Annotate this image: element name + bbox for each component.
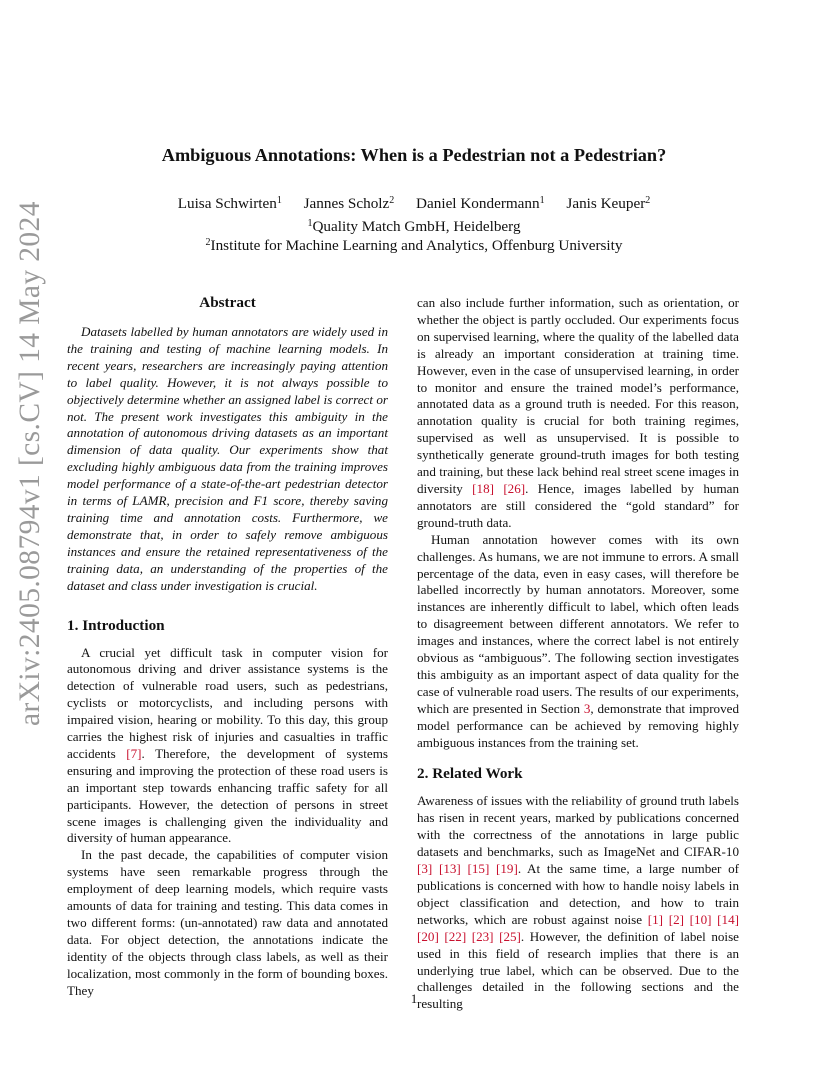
section-heading-related-work: 2. Related Work (417, 765, 523, 783)
citation-link[interactable]: [7] (126, 745, 142, 761)
affiliation: $^2$Institute for Machine Learning and Analytics, Offenburg University (205, 237, 623, 254)
author: Janis Keuper$^2$ (566, 195, 651, 212)
citation-link[interactable]: [25] (499, 928, 521, 944)
citation-link[interactable]: [18] (472, 480, 494, 496)
left-column (67, 294, 388, 1000)
arxiv-identifier: arXiv:2405.08794v1 [cs.CV] 14 May 2024 (14, 201, 46, 726)
author-list (0, 195, 828, 213)
citation-link[interactable]: [14] (717, 911, 739, 927)
citation-link[interactable]: [26] (503, 480, 526, 496)
citation-link[interactable]: [1] (647, 911, 664, 927)
author: Luisa Schwirten$^1$ (177, 195, 282, 212)
paragraph: Human annotation however comes with its own challenges. As humans, we are not immune to errors. A small percentage of the data, even in easy cases, will therefore be labelled incorrectly by human annotators. Moreover, some instances are inherently difficult to label, which often leads to disagreement between different annotators. We refer to images and instances, where the correct label is not entirely obvious as “ambiguous”. The following section investigates this ambiguity as an important aspect of data quality for the case of vulnerable road users. The results of our experiments, which are presented in Section 3, demonstrate that improved model performance can be achieved by removing highly ambiguous instances from the training set. (417, 531, 740, 750)
citation-link[interactable]: [10] (689, 911, 712, 927)
citation-link[interactable]: [22] (444, 928, 467, 944)
citation-link[interactable]: [15] (467, 861, 490, 877)
paper-title: Ambiguous Annotations: When is a Pedestrian not a Pedestrian? (161, 145, 667, 165)
section-link[interactable]: 3 (583, 700, 591, 716)
citation-link[interactable]: [13] (438, 861, 461, 877)
abstract-text: Datasets labelled by human annotators are widely used in the training and testing of machine learning models. In recent years, researchers are increasingly paying attention to label quality. However, it is not always possible to objectively determine whether an assigned label is correct or not. The present work investigates this ambiguity in the annotation of autonomous driving datasets as an important dimension of data quality. Our experiments show that excluding highly ambiguous data from the training improves model performance of a state-of-the-art pedestrian detector in terms of LAMR, precision and F1 score, thereby saving training time and annotation costs. Furthermore, we demonstrate that, in order to safely remove ambiguous instances and ensure the retained representativeness of the training data, an understanding of the properties of the dataset and class under investigation is crucial. (67, 324, 388, 593)
page-number: 1 (410, 991, 418, 1006)
paragraph: Awareness of issues with the reliability of ground truth labels has risen in recent years, marked by publications concerned with the correctness of the annotations in large public datasets and benchmarks, such as ImageNet and CIFAR-10 [3] [13] [15] [19]. At the same time, a large number of publications is concerned with how to handle noisy labels in object classification and detection, and how to train networks, which are robust against noise [1] [2] [10] [14] [20] [22] [23] [25]. However, the definition of label noise used in this field of research implies that there is an underlying true label, which can be observed. Due to the challenges detailed in the following sections and the resulting (417, 793, 739, 1012)
paragraph: In the past decade, the capabilities of computer vision systems have seen remarkable progress through the employment of deep learning models, which require vasts amounts of data for training and testing. This data comes in two different forms: (un-annotated) raw data and annotated data. For object detection, the annotations indicate the identity of the objects through class labels, as well as their localization, most commonly in the form of bounding boxes. They (67, 847, 388, 998)
right-column (417, 295, 739, 1013)
citation-link[interactable]: [3] (417, 861, 433, 877)
paragraph: can also include further information, such as orientation, or whether the object is partly occluded. Our experiments focus on supervised learning, where the quality of the labelled data is already an important consideration at training time. However, even in the case of unsupervised learning, in order to monitor and ensure the trained model’s performance, annotated data as a ground truth is needed. For this reason, annotation quality is crucial for both training regimes, supervised as well as unsupervised. It is possible to synthetically generate ground-truth images for both testing and training, but these lack behind real street scene images in diversity [18] [26]. Hence, images labelled by human annotators are still considered the “gold standard” for ground-truth data. (417, 295, 739, 530)
citation-link[interactable]: [19] (496, 861, 518, 877)
section-heading-introduction: 1. Introduction (67, 616, 165, 634)
author: Daniel Kondermann$^1$ (416, 195, 545, 212)
paragraph: A crucial yet difficult task in computer vision for autonomous driving and driver assistance systems is the detection of vulnerable road users, such as pedestrians, cyclists or motorcyclists, and including persons with impaired vision, hearing or mobility. To this day, this group carries the highest risk of injuries and casualties in traffic accidents [7]. Therefore, the development of systems ensuring and improving the protection of these road users is an important step towards enhancing traffic safety for all participants. However, the detection of persons in street scene images is challenging given the individuality and diversity of human appearance. (67, 644, 388, 846)
affiliation: $^1$Quality Match GmbH, Heidelberg (307, 218, 521, 235)
citation-link[interactable]: [2] (668, 911, 684, 927)
author: Jannes Scholz$^2$ (303, 195, 395, 212)
abstract-heading: Abstract (199, 294, 256, 311)
citation-link[interactable]: [23] (471, 928, 494, 944)
citation-link[interactable]: [20] (417, 928, 439, 944)
